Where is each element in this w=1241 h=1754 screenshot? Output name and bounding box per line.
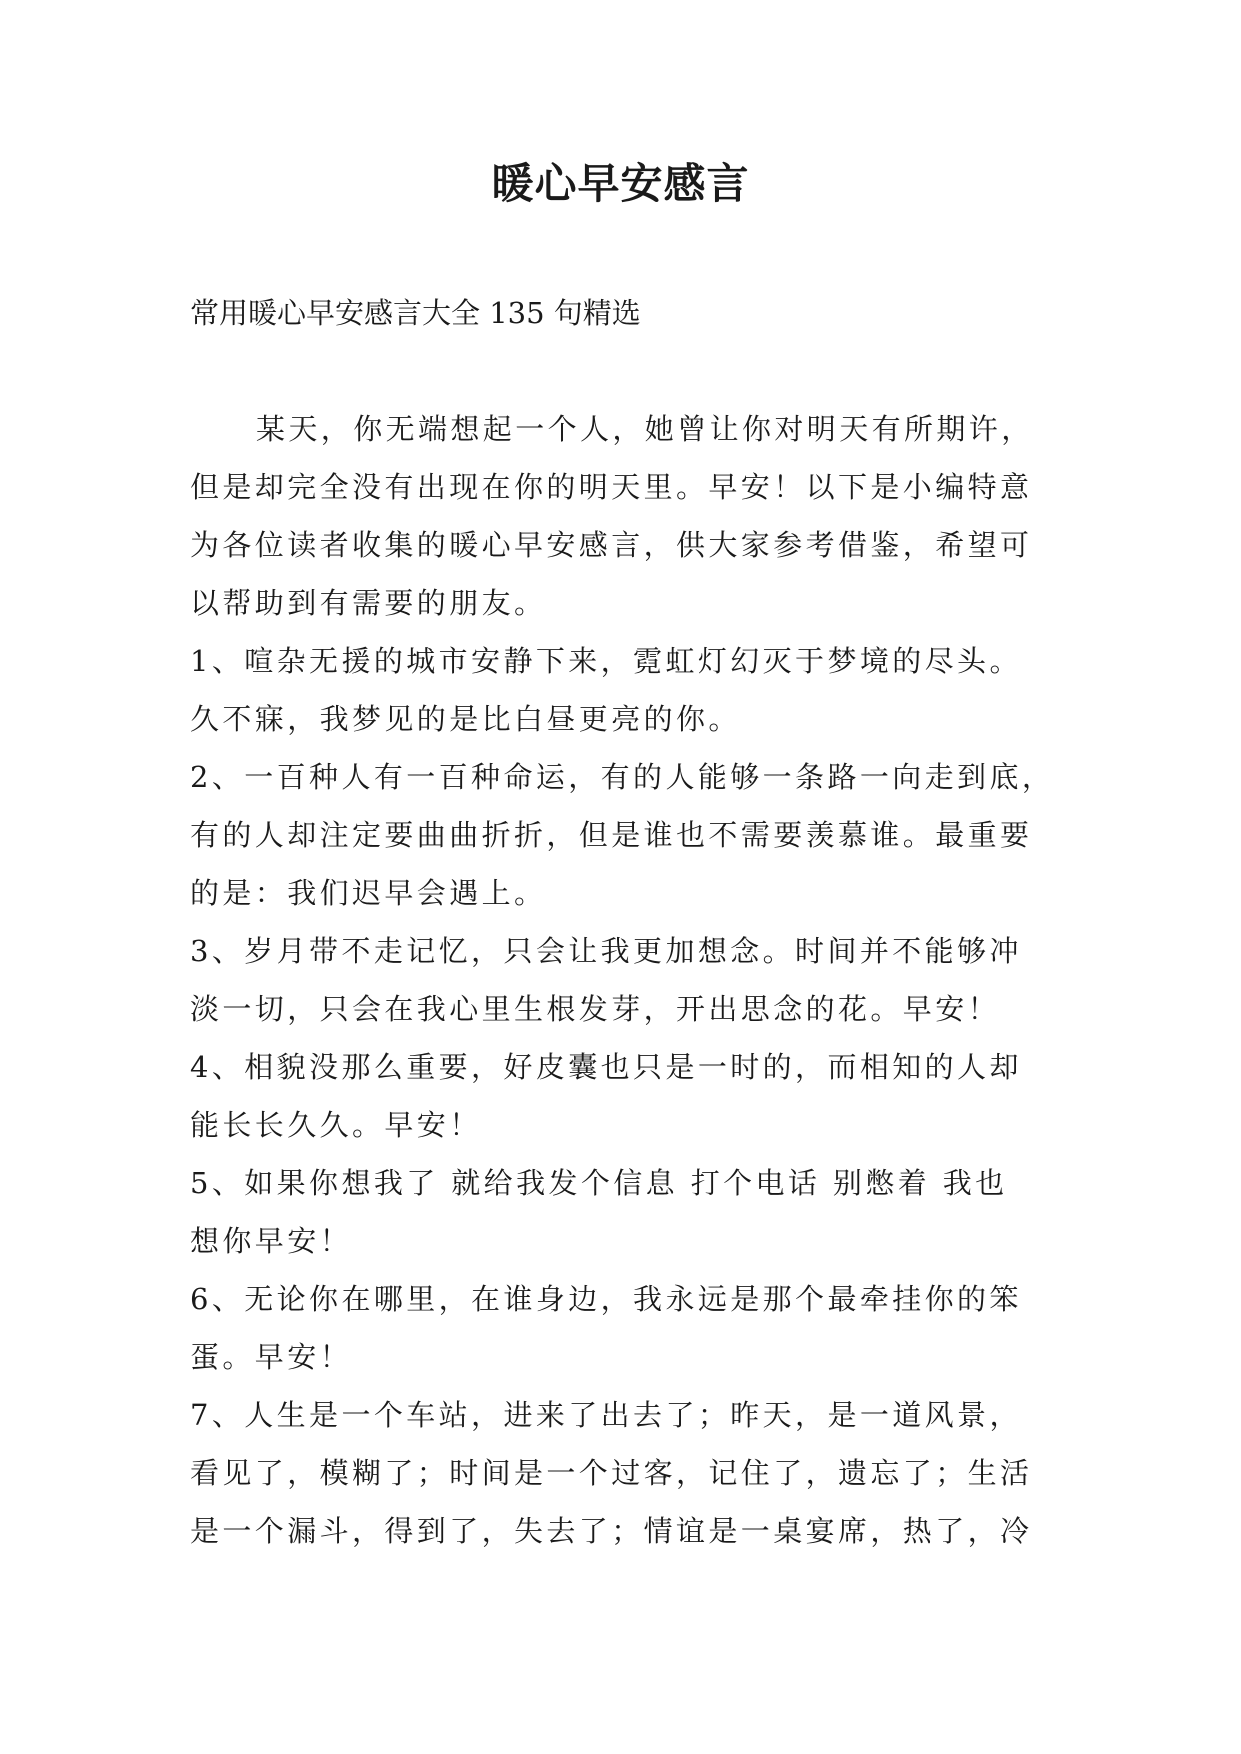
body-line: 久不寐，我梦见的是比白昼更亮的你。 [190, 702, 741, 736]
body-line: 是一个漏斗，得到了，失去了；情谊是一桌宴席，热了，冷 [190, 1514, 1033, 1548]
body-line: 有的人却注定要曲曲折折，但是谁也不需要羡慕谁。最重要 [190, 818, 1033, 852]
body-line: 看见了，模糊了；时间是一个过客，记住了，遗忘了；生活 [190, 1456, 1033, 1490]
body-line: 某天，你无端想起一个人，她曾让你对明天有所期许， [256, 412, 1034, 446]
document-body [190, 405, 1070, 1565]
body-line: 以帮助到有需要的朋友。 [190, 586, 547, 620]
body-line: 蛋。早安！ [190, 1340, 353, 1374]
body-line: 但是却完全没有出现在你的明天里。早安！以下是小编特意 [190, 470, 1033, 504]
body-line: 能长长久久。早安！ [190, 1108, 482, 1142]
body-line: 4、相貌没那么重要，好皮囊也只是一时的，而相知的人却 [190, 1050, 1022, 1084]
body-line: 3、岁月带不走记忆，只会让我更加想念。时间并不能够冲 [190, 934, 1022, 968]
body-line: 7、人生是一个车站，进来了出去了；昨天，是一道风景， [190, 1398, 1022, 1432]
body-line: 淡一切，只会在我心里生根发芽，开出思念的花。早安！ [190, 992, 1001, 1026]
body-line: 2、一百种人有一百种命运，有的人能够一条路一向走到底， [190, 760, 1055, 794]
document-title: 暖心早安感言 [491, 159, 750, 208]
body-line: 想你早安！ [190, 1224, 353, 1258]
body-line: 6、无论你在哪里，在谁身边，我永远是那个最牵挂你的笨 [190, 1282, 1022, 1316]
body-line: 为各位读者收集的暖心早安感言，供大家参考借鉴，希望可 [190, 528, 1033, 562]
body-line: 1、喧杂无援的城市安静下来，霓虹灯幻灭于梦境的尽头。 [190, 644, 1022, 678]
body-line: 5、如果你想我了 就给我发个信息 打个电话 别憋着 我也 [190, 1166, 1008, 1200]
body-line: 的是：我们迟早会遇上。 [190, 876, 547, 910]
document-subtitle: 常用暖心早安感言大全 135 句精选 [190, 296, 641, 330]
